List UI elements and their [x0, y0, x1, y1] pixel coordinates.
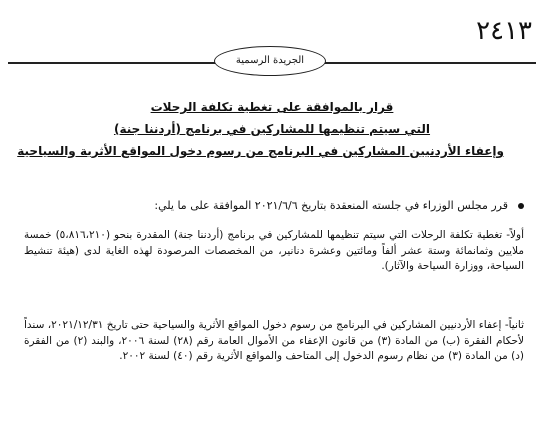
title-line: التي سيتم تنظيمها للمشاركين في برنامج (أردننا جنة)	[113, 122, 431, 136]
intro-text: قرر مجلس الوزراء في جلسته المنعقدة بتاريخ ٢٠٢١/٦/٦ الموافقة على ما يلي:	[154, 199, 508, 212]
item-label: ثانياً-	[504, 319, 525, 331]
item-text: تغطية تكلفة الرحلات التي سيتم تنظيمها للمشاركين في برنامج (أردننا جنة) المقدرة بنحو (٥،٨١٦،٢١٠) خمسة ملايين وثمانمائة وستة عشر ألفاً ومائتين وعشرة دنانير، من المخصصات المرصودة لهذه الغاية لدى (هيئة تنشيط السياحة، ووزارة السياحة والآثار).	[24, 229, 524, 272]
page-number: ٢٤١٣	[476, 16, 532, 46]
gazette-name: الجريدة الرسمية	[235, 55, 305, 66]
bullet-icon	[518, 203, 524, 209]
title-line: قرار بالموافقة على تغطية تكلفة الرحلات	[150, 100, 394, 114]
title-line: وإعفاء الأردنيين المشاركين في البرنامج من رسوم دخول المواقع الأثرية والسياحية	[17, 144, 504, 158]
item-label: أولاً-	[506, 229, 525, 241]
gazette-header-oval	[214, 46, 326, 76]
item-second	[24, 318, 524, 365]
decision-title	[17, 96, 504, 162]
item-text: إعفاء الأردنيين المشاركين في البرنامج من رسوم دخول المواقع الأثرية والسياحية حتى تاريخ ٢٠٢١/١٢/٣١، سنداً لأحكام الفقرة (ب) من المادة (٣) من قانون الإعفاء من الأموال العامة رقم (٢٨) لسنة ٢٠٠٦، والبند (٢) من الفقرة (د) من المادة (٣) من نظام رسوم الدخول إلى المتاحف والمواقع الأثرية رقم (٤٠) لسنة ٢٠٠٢.	[24, 319, 524, 362]
item-first	[24, 228, 524, 275]
intro-paragraph	[54, 198, 524, 214]
